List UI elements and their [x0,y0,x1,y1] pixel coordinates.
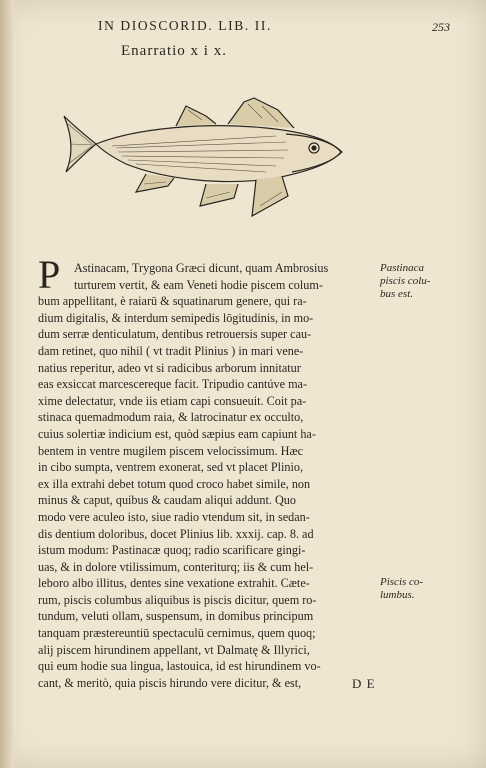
text-line: in cibo sumpta, ventrem exonerat, sed vt placet Plinio, [38,460,304,475]
catchword: D E [352,676,376,691]
section-title: Enarratio x i x. [121,43,227,59]
text-line: dum serræ denticulatum, dentibus retrouersis super cau- [38,327,312,342]
margin-note-line: piscis colu- [380,275,431,287]
fish-dorsal-fin-2 [228,98,294,128]
folio-number: 253 [432,20,450,34]
drop-cap: P [38,252,61,297]
text-line: leboro albo illitus, dentes sine vexatione extrahit. Cæte- [38,576,310,591]
text-line: cuius solertiæ indicium est, quòd sæpius eam capiunt ha- [38,426,316,441]
margin-note-line: lumbus. [380,589,415,601]
text-line: modo vere aculeo isto, siue radio vtendum sit, in sedan- [38,509,310,524]
text-line: cant, & meritò, quia piscis hirundo vere dicitur, & est, [38,675,302,690]
margin-note-line: Piscis co- [380,576,424,588]
text-line: stinaca quemadmodum raia, & latrocinatur ex occulto, [38,410,304,425]
text-line: xime delectatur, vnde iis etiam capi consueuit. Coit pa- [38,393,307,408]
text-line: bum appellitant, è raiarū & squatinarum genere, qui ra- [38,294,307,309]
text-line: uas, & in dolore vtilissimum, conteriturq; iis & cum hel- [38,559,314,574]
fish-woodcut-illustration [56,88,348,228]
text-line: alij piscem hirundinem appellant, vt Dalmatę & Illyrici, [38,642,310,657]
text-line: tundum, veluti ollam, suspensum, in domibus principum [38,609,314,624]
text-line: dam retinet, quo nihil ( vt tradit Plinius ) in mari vene- [38,343,304,358]
text-line: istum modum: Pastinacæ quoq; radio scarificare gingi- [38,543,306,558]
fish-body [96,126,341,182]
text-line: eas exsiccat marcescereque facit. Tripudio cantúve ma- [38,377,308,392]
text-line: natius reperitur, adeo vt si radicibus arborum innitatur [38,360,301,375]
text-line: Astinacam, Trygona Græci dicunt, quam Ambrosius [74,261,329,275]
text-line: dis dentium doloribus, docet Plinius lib. xxxij. cap. 8. ad [38,526,314,541]
margin-note-line: Pastinaca [380,262,424,274]
page-gutter [0,0,14,768]
margin-note-piscis-columbus [380,576,460,602]
text-line: bentem in ventre mugilem piscem velocissimum. Hæc [38,443,304,458]
text-line: turturem vertit, & eam Veneti hodie piscem colum- [74,277,323,292]
margin-note-pastinaca [380,262,460,301]
text-line: dium digitalis, & interdum semipedis lōgitudinis, in mo- [38,310,314,325]
margin-note-line: bus est. [380,288,413,300]
text-line: qui eum hodie sua lingua, lastouica, id est hirundinem vo- [38,659,321,674]
body-text [38,252,374,691]
text-line: tanquam præstereuntiū spectaculū cernimus, quem quoq; [38,626,316,641]
running-head: IN DIOSCORID. LIB. II. [98,18,272,33]
text-line: minus & caput, quibus & caudam aliqui addunt. Quo [38,493,296,508]
text-line: rum, piscis columbus aliquibus is piscis dicitur, quem ro- [38,592,317,607]
fish-ventral-fin-3 [252,176,288,216]
text-line: ex illa extrahi debet totum quod croco habet simile, non [38,476,311,491]
